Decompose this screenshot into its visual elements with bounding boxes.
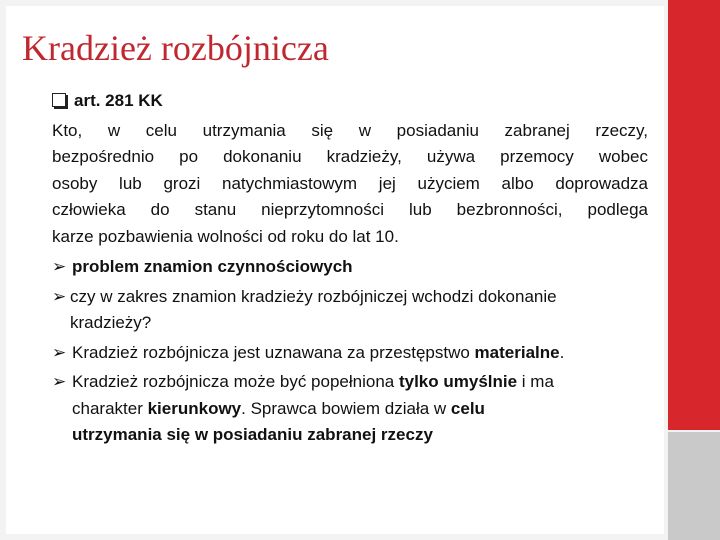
list-item-text: Kradzież rozbójnicza może być popełniona <box>72 372 399 391</box>
arrowhead-icon: ➢ <box>52 342 67 362</box>
list-item-bold: tylko umyślnie <box>398 372 518 391</box>
article-text-line: karze pozbawienia wolności od roku do lat 10. <box>52 226 399 246</box>
list-item-text-cont <box>72 396 648 423</box>
list-item-text: i ma <box>517 372 554 391</box>
list-item-bold: kierunkowy <box>147 398 242 418</box>
arrowhead-icon: ➢ <box>52 257 67 276</box>
list-item-text: problem znamion czynnościowych <box>72 257 353 276</box>
slide-title: Kradzież rozbójnicza <box>22 28 329 68</box>
article-heading <box>52 88 648 115</box>
list-item-text: charakter <box>72 398 148 418</box>
list-item <box>52 369 648 449</box>
list-item-text: czy w zakres znamion kradzieży rozbójniczej wchodzi dokonanie <box>70 286 557 306</box>
list-item-bold: celu <box>450 398 485 418</box>
list-item-bold: materialne <box>474 342 560 362</box>
list-item <box>52 284 648 337</box>
article-text-line: człowieka do stanu nieprzytomności lub bezbronności, podlega <box>52 200 648 219</box>
article-text <box>52 118 648 251</box>
list-item-text-cont: kradzieży? <box>70 313 152 332</box>
list-item-text: . <box>559 342 565 362</box>
list-item-text: . Sprawca bowiem działa w <box>241 398 451 418</box>
hollow-square-icon <box>52 93 66 107</box>
accent-bar-red <box>668 0 720 430</box>
article-text-line: Kto, w celu utrzymania się w posiadaniu zabranej rzeczy, <box>52 120 648 140</box>
list-item-text: Kradzież rozbójnicza jest uznawana za przestępstwo <box>72 342 475 362</box>
arrowhead-icon: ➢ <box>52 372 67 391</box>
list-item-bold: utrzymania się w posiadaniu zabranej rzeczy <box>72 425 433 444</box>
article-heading-text: art. 281 KK <box>74 91 163 110</box>
list-item <box>52 340 648 367</box>
slide-content <box>52 88 648 449</box>
list-item <box>52 254 648 281</box>
arrowhead-icon: ➢ <box>52 286 67 306</box>
article-text-line: bezpośrednio po dokonaniu kradzieży, używa przemocy wobec <box>52 147 648 166</box>
accent-bar-grey <box>668 432 720 540</box>
list-item-text-cont <box>72 422 648 449</box>
article-text-line: osoby lub grozi natychmiastowym jej użyciem albo doprowadza <box>52 173 648 193</box>
